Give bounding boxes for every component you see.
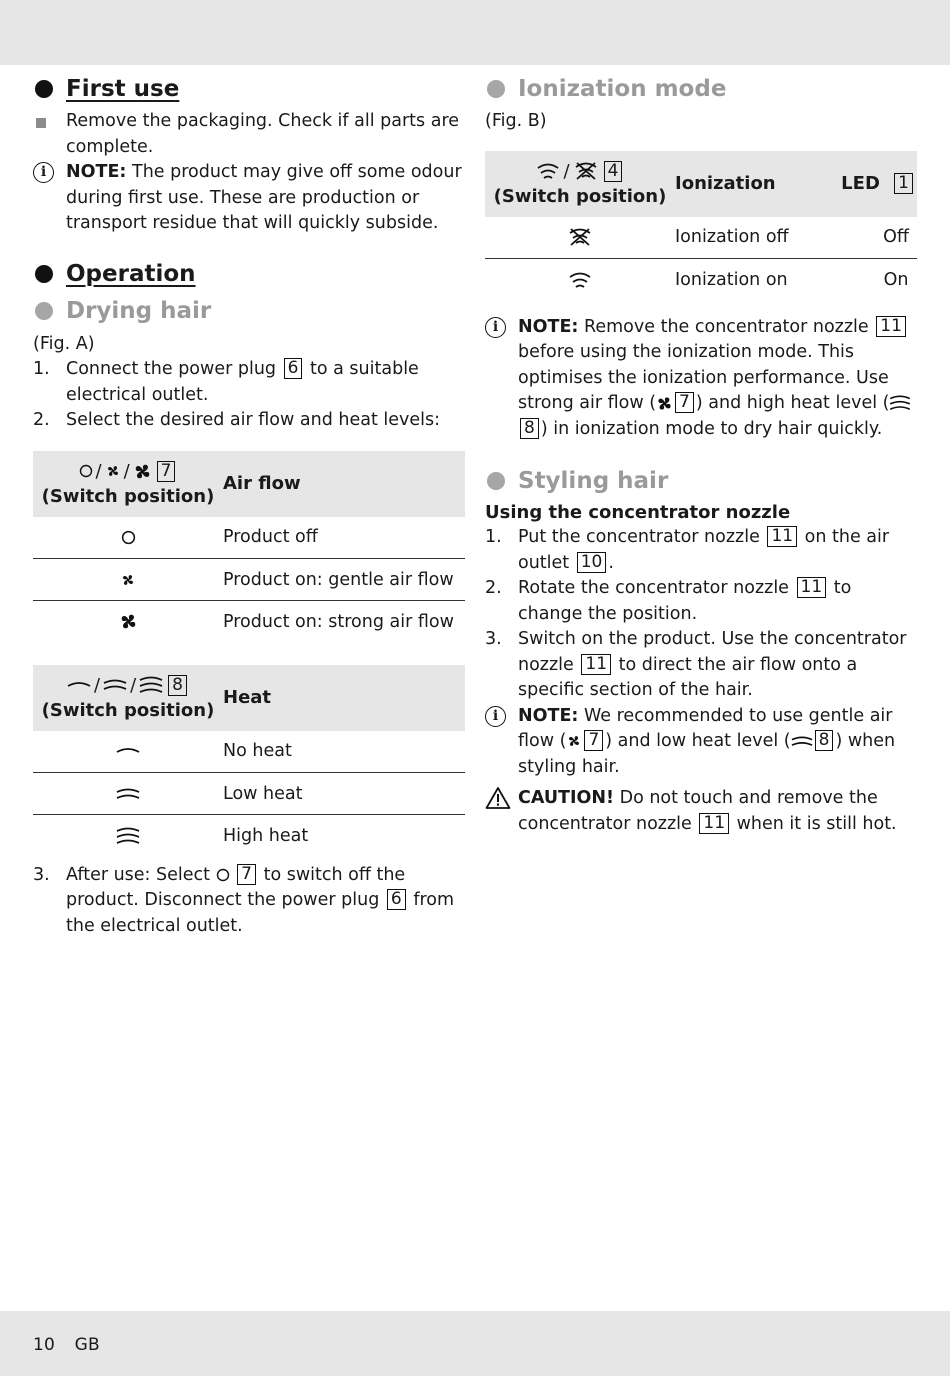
bullet-dot-icon — [35, 302, 53, 320]
fan-small-icon — [105, 463, 121, 479]
high-heat-icon — [139, 676, 163, 694]
ionization-switch-header: / 4 (Switch position) — [485, 151, 675, 217]
high-heat-icon — [889, 395, 911, 411]
first-use-bullet: Remove the packaging. Check if all parts are complete. — [33, 109, 465, 160]
bullet-dot-icon — [487, 80, 505, 98]
heat-row-label: Low heat — [223, 773, 465, 815]
page-footer — [33, 1335, 100, 1355]
operation-heading: Operation — [33, 257, 465, 291]
low-heat-icon — [103, 678, 127, 692]
ionization-off-icon — [568, 227, 592, 247]
right-column — [485, 72, 917, 837]
caution-note: CAUTION! Do not touch and remove the concentrator nozzle 11 when it is still hot. — [485, 786, 917, 837]
ref-box: 7 — [237, 864, 256, 885]
drying-hair-heading: Drying hair — [33, 294, 465, 328]
off-circle-icon — [121, 530, 136, 545]
first-use-heading: First use — [33, 72, 465, 106]
airflow-column-label: Air flow — [223, 451, 465, 517]
fan-large-icon — [119, 612, 138, 631]
ionization-table — [485, 151, 917, 301]
top-bar — [0, 0, 950, 65]
airflow-table — [33, 451, 465, 643]
concentrator-subheading: Using the concentrator nozzle — [485, 502, 791, 523]
heat-column-label: Heat — [223, 665, 465, 731]
fan-large-icon — [656, 395, 673, 412]
fan-small-icon — [120, 572, 136, 588]
low-heat-icon — [116, 787, 140, 801]
ref-box: 6 — [387, 889, 406, 910]
styling-note: i NOTE: We recommended to use gentle air flow ( 7 ) and low heat level ( 8 ) when styling hair. — [485, 704, 917, 781]
fig-a-label: (Fig. A) — [33, 333, 95, 354]
heat-table — [33, 665, 465, 857]
ref-box: 1 — [894, 173, 913, 194]
off-circle-icon — [79, 464, 93, 478]
bullet-dot-icon — [35, 80, 53, 98]
fan-small-icon — [566, 733, 582, 749]
off-circle-icon — [216, 868, 230, 882]
ref-box: 10 — [577, 552, 607, 573]
airflow-row-label: Product on: gentle air flow — [223, 559, 465, 601]
ionization-note: i NOTE: Remove the concentrator nozzle 11 before using the ionization mode. This optimises the ionization performance. Use strong air flow ( 7 ) and high heat level (8 ) in ionization mode to dry hair quickly. — [485, 315, 917, 443]
left-column — [33, 72, 465, 939]
styling-step-3: 3. Switch on the product. Use the concentrator nozzle 11 to direct the air flow onto a specific section of the hair. — [485, 629, 907, 700]
ref-box: 11 — [581, 654, 611, 675]
styling-step-2: 2. Rotate the concentrator nozzle 11 to change the position. — [485, 577, 852, 624]
step-3: 3. After use: Select 7 to switch off the product. Disconnect the power plug 6 from the electrical outlet. — [33, 863, 455, 936]
heat-table-switch-header: / / 8 (Switch position) — [33, 665, 223, 731]
ionization-off-icon — [574, 161, 598, 181]
ref-box: 7 — [157, 461, 176, 482]
ionization-row-label: Ionization on — [675, 269, 788, 290]
airflow-row-label: Product on: strong air flow — [223, 611, 454, 632]
ionization-column-label: Ionization — [675, 151, 825, 217]
info-icon: i — [485, 706, 506, 727]
styling-step-1: 1. Put the concentrator nozzle 11 on the air outlet 10 . — [485, 526, 890, 573]
led-column-header: LED 1 — [825, 151, 917, 217]
ref-box: 11 — [876, 316, 906, 337]
ref-box: 7 — [675, 392, 694, 413]
high-heat-icon — [116, 827, 140, 845]
language-code: GB — [74, 1335, 100, 1355]
info-icon: i — [485, 317, 506, 338]
fig-b-label: (Fig. B) — [485, 111, 547, 131]
ref-box: 7 — [584, 730, 603, 751]
footer-bar — [0, 1311, 950, 1376]
styling-hair-heading: Styling hair — [485, 464, 917, 498]
step-1: 1. Connect the power plug 6 to a suitable electrical outlet. — [33, 358, 419, 405]
no-heat-icon — [67, 679, 91, 691]
ionization-row-label: Ionization off — [675, 217, 825, 259]
heat-row-label: High heat — [223, 825, 309, 846]
ref-box: 11 — [767, 526, 797, 547]
ref-box: 11 — [797, 577, 827, 598]
step-2: 2. Select the desired air flow and heat levels: — [33, 410, 441, 430]
ref-box: 8 — [520, 418, 539, 439]
airflow-row-label: Product off — [223, 517, 465, 559]
page-number: 10 — [33, 1335, 56, 1355]
first-use-note: i NOTE: The product may give off some odour during first use. These are production or transport residue that will quickly subside. — [33, 160, 465, 237]
bullet-dot-icon — [487, 472, 505, 490]
ionization-on-icon — [568, 271, 592, 289]
no-heat-icon — [116, 745, 140, 757]
low-heat-icon — [791, 735, 813, 748]
ref-box: 11 — [699, 813, 729, 834]
fan-large-icon — [133, 462, 152, 481]
airflow-table-switch-header: / / 7 (Switch position) — [33, 451, 223, 517]
square-bullet-icon — [36, 118, 46, 128]
ref-box: 8 — [168, 675, 187, 696]
ionization-row-led: On — [883, 269, 909, 290]
ref-box: 6 — [284, 358, 303, 379]
ionization-on-icon — [536, 162, 560, 180]
ref-box: 4 — [604, 161, 623, 182]
ionization-heading: Ionization mode — [485, 72, 917, 106]
ref-box: 8 — [815, 730, 834, 751]
info-icon: i — [33, 162, 54, 183]
ionization-row-led: Off — [825, 217, 917, 259]
warning-triangle-icon — [485, 786, 511, 810]
heat-row-label: No heat — [223, 731, 465, 773]
bullet-dot-icon — [35, 265, 53, 283]
